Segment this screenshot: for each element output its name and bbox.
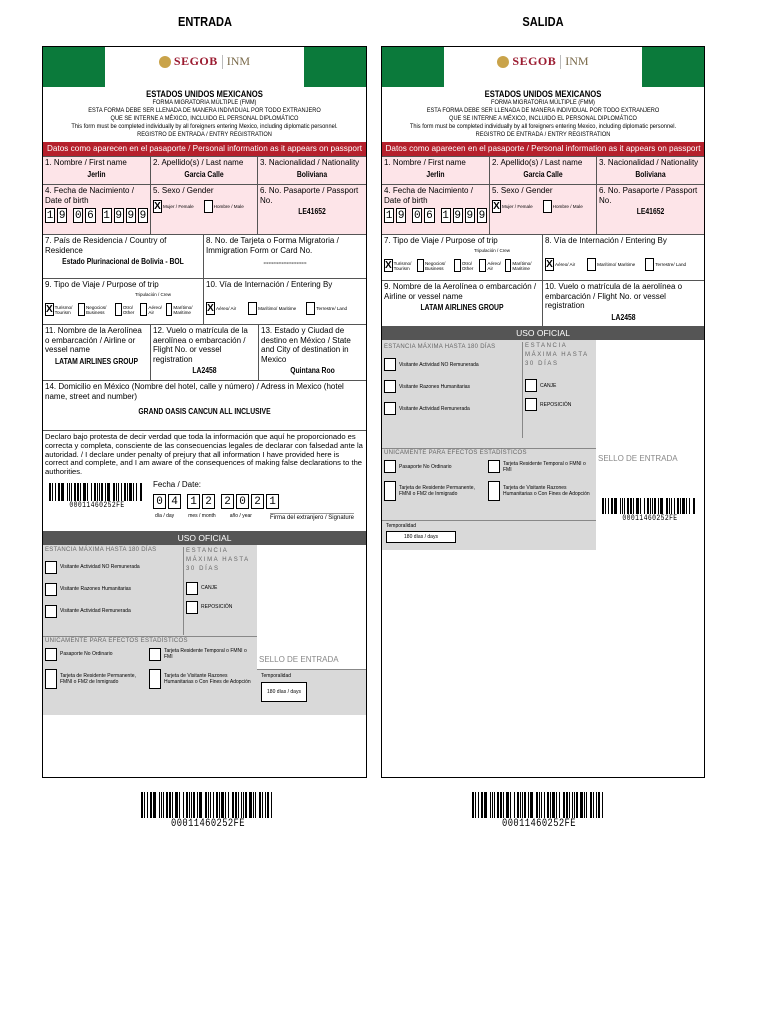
other-checkbox[interactable]	[454, 259, 461, 272]
entrada-title: ENTRADA	[177, 14, 233, 29]
passport-info-bar: Datos como aparecen en el pasaporte / Personal information as it appears on passport	[43, 142, 366, 156]
passport-field[interactable]: 6. No. Pasaporte / Passport No. LE41652	[260, 186, 359, 216]
temporality-block: Temporalidad 180 días / days	[257, 669, 367, 715]
header-line: This form must be completed individually by all foreigners entering Mexico, including diplomatic personnel.	[409, 123, 677, 130]
maritime-checkbox[interactable]	[587, 258, 596, 271]
folio-number: 00011460252FE	[171, 818, 245, 830]
air-checkbox[interactable]: X	[546, 258, 553, 270]
passport-info-bar: Datos como aparecen en el pasaporte / Personal information as it appears on passport	[382, 142, 704, 156]
folio-number: 00011460252FE	[502, 818, 576, 830]
signature-line[interactable]: Firma del extranjero / Signature	[269, 514, 354, 521]
header-line: This form must be completed individually by all foreigners entering Mexico, including diplomatic personnel.	[71, 123, 338, 130]
official-use-header: USO OFICIAL	[43, 531, 366, 545]
entering-by-field: 8. Vía de Internación / Entering By X Aéreo/ Air Marítimo/ Maritime Terrestre/ Land	[545, 236, 687, 270]
non-ordinary-passport-checkbox[interactable]	[45, 648, 57, 661]
residence-field[interactable]: 7. País de Residencia / Country of Residence Estado Plurinacional de Bolivia - BOL	[43, 235, 204, 278]
country-title: ESTADOS UNIDOS MEXICANOS	[484, 89, 602, 99]
maritime-checkbox[interactable]	[248, 302, 257, 315]
temporality-value: 180 días / days	[386, 531, 456, 543]
visit-paid-checkbox[interactable]	[384, 402, 396, 415]
stay-180-block: ESTANCIA MÁXIMA HASTA 180 DÍAS Visitante Actividad NO Remunerada Visitante Razones Humanitarias Visitante Actividad Remunerada	[384, 344, 520, 415]
female-checkbox[interactable]: X	[154, 200, 161, 212]
flight-field[interactable]: 12. Vuelo o matrícula de la aerolínea o embarcación / Flight No. or vessel registration LA2458	[151, 325, 259, 380]
temporality-block: Temporalidad 180 días / days	[382, 520, 596, 545]
dob-digits: 1 9 0 6 1 9 9 9	[46, 210, 147, 222]
temporary-resident-checkbox[interactable]	[149, 648, 161, 661]
dob-digits: 1 9 0 6 1 9 9 9	[385, 210, 486, 222]
first-name-field[interactable]: 1. Nombre / First name Jerlin	[382, 157, 490, 184]
stats-block: ÚNICAMENTE PARA EFECTOS ESTADÍSTICOS Pasaporte No Ordinario Tarjeta Residente Temporal o FMNI o FMI Tarjeta de Residente Permanente, FMNI o FM2 de Inmigrado Tarjeta de Visitante Razones Humanitarias o Con Fines de Adopción	[43, 636, 257, 690]
permanent-resident-checkbox[interactable]	[45, 669, 57, 689]
canje-checkbox[interactable]	[525, 379, 537, 392]
non-ordinary-passport-checkbox[interactable]	[384, 460, 396, 473]
last-name-field[interactable]: 2. Apellido(s) / Last name Garcia Calle	[490, 157, 597, 184]
date-signature-area	[43, 479, 366, 531]
year-label: año / year	[229, 512, 252, 519]
flight-field[interactable]: 10. Vuelo o matrícula de la aerolínea o embarcación / Flight No. or vessel registration LA2458	[545, 282, 683, 322]
last-name-field[interactable]: 2. Apellido(s) / Last name Garcia Calle	[151, 157, 258, 184]
land-checkbox[interactable]	[306, 302, 315, 315]
entry-stamp-label: SELLO DE ENTRADA	[259, 654, 339, 664]
trip-purpose-field: 7. Tipo de Viaje / Purpose of trip Tripulación / Crew X Turismo/ Tourism Negocios/ Business Otro/ Other Aéreo/ Air Marítimo/ Maritime	[382, 235, 543, 280]
visit-unpaid-checkbox[interactable]	[384, 358, 396, 371]
day-label: día / day	[155, 512, 175, 519]
dob-field[interactable]: 4. Fecha de Nacimiento / Date of birth 1 9 0 6 1 9 9 9	[43, 185, 151, 234]
temporality-value: 180 días / days	[261, 682, 307, 702]
passport-field[interactable]: 6. No. Pasaporte / Passport No. LE41652	[599, 186, 698, 216]
male-checkbox[interactable]	[204, 200, 213, 213]
card-number-field[interactable]: 8. No. de Tarjeta o Forma Migratoria / Immigration Form or Card No. **************************	[206, 236, 339, 268]
official-use-section	[43, 545, 366, 715]
date-label: Fecha / Date:	[153, 479, 202, 489]
inm-logo: INM	[226, 54, 251, 68]
declaration-text: Declaro bajo protesta de decir verdad que toda la información que aquí he proporcionado es correcta y completa, consciente de las consecuencias legales de declarar con falsedad ante la autoridad. / I declare under penalty of prejury that all information I have provided here is correct and complete, and I am aware of the consequences of making false declarations to the authorities.	[43, 430, 366, 479]
airline-field[interactable]: 11. Nombre de la Aerolínea o embarcación / Airline or vessel name LATAM AIRLINES GROUP	[43, 325, 151, 380]
crew-maritime-checkbox[interactable]	[505, 259, 512, 272]
tourism-checkbox[interactable]: X	[46, 304, 53, 315]
barcode-small: 00011460252FE	[49, 483, 145, 510]
gender-field[interactable]: 5. Sexo / Gender X Mujer / Female Hombre / Male	[490, 185, 597, 234]
crew-air-checkbox[interactable]	[479, 259, 486, 272]
logos	[43, 54, 366, 69]
nationality-field[interactable]: 3. Nacionalidad / Nationality Boliviana	[260, 158, 360, 179]
stay-180-block: ESTANCIA MÁXIMA HASTA 180 DÍAS Visitante Actividad NO Remunerada Visitante Razones Humanitarias Visitante Actividad Remunerada	[45, 547, 181, 618]
air-checkbox[interactable]: X	[207, 302, 214, 314]
header-line: FORMA MIGRATORIA MÚLTIPLE (FMM)	[491, 99, 595, 106]
official-use-section	[382, 340, 704, 550]
dob-field[interactable]: 4. Fecha de Nacimiento / Date of birth 1 9 0 6 1 9 9 9	[382, 185, 490, 234]
humanitarian-visitor-checkbox[interactable]	[488, 481, 500, 501]
header-line: REGISTRO DE ENTRADA / ENTRY REGISTRATION	[137, 131, 272, 138]
seal-icon	[159, 56, 171, 68]
other-checkbox[interactable]	[115, 303, 122, 316]
land-checkbox[interactable]	[645, 258, 654, 271]
stay-30-block: ESTANCIA MÁXIMA HASTA 30 DÍAS CANJE REPOSICIÓN	[522, 342, 596, 438]
airline-field[interactable]: 9. Nombre de la Aerolínea o embarcación / Airline or vessel name LATAM AIRLINES GROUP	[382, 281, 543, 326]
official-use-header: USO OFICIAL	[382, 326, 704, 340]
form-header	[382, 47, 704, 87]
visit-paid-checkbox[interactable]	[45, 605, 57, 618]
visit-humanitarian-checkbox[interactable]	[384, 380, 396, 393]
trip-purpose-field: 9. Tipo de Viaje / Purpose of trip Tripulación / Crew X Turismo/ Tourism Negocios/ Business Otro/ Other Aéreo/ Air Marítimo/ Maritime	[43, 279, 204, 324]
entry-stamp-label: SELLO DE ENTRADA	[598, 454, 678, 463]
gender-field[interactable]: 5. Sexo / Gender X Mujer / Female Hombre / Male	[151, 185, 258, 234]
logos	[382, 54, 704, 69]
tourism-checkbox[interactable]: X	[385, 260, 392, 271]
humanitarian-visitor-checkbox[interactable]	[149, 669, 161, 689]
address-field[interactable]: 14. Domicilio en México (Nombre del hotel, calle y número) / Adress in Mexico (hotel name, street and number) GRAND OASIS CANCUN ALL INCLUSIVE	[45, 382, 344, 416]
entrada-form	[42, 46, 367, 778]
salida-form	[381, 46, 705, 778]
country-title: ESTADOS UNIDOS MEXICANOS	[146, 89, 263, 99]
barcode-salida	[472, 792, 606, 830]
destination-field[interactable]: 13. Estado y Ciudad de destino en México / State and City of destination in Mexico Quintana Roo	[261, 326, 351, 375]
salida-title: SALIDA	[522, 14, 564, 29]
temporary-resident-checkbox[interactable]	[488, 460, 500, 473]
canje-checkbox[interactable]	[186, 582, 198, 595]
header-line: REGISTRO DE ENTRADA / ENTRY REGISTRATION	[475, 131, 611, 138]
reposicion-checkbox[interactable]	[525, 398, 537, 411]
header-line: QUE SE INTERNE A MÉXICO, INCLUIDO EL PERSONAL DIPLOMÁTICO	[110, 115, 299, 122]
reposicion-checkbox[interactable]	[186, 601, 198, 614]
visit-unpaid-checkbox[interactable]	[45, 561, 57, 574]
entering-by-field: 10. Vía de Internación / Entering By X Aéreo/ Air Marítimo/ Maritime Terrestre/ Land	[206, 280, 348, 314]
permanent-resident-checkbox[interactable]	[384, 481, 396, 501]
male-checkbox[interactable]	[543, 200, 552, 213]
barcode-small: 00011460252FE	[602, 498, 698, 523]
first-name-field[interactable]: 1. Nombre / First name Jerlin	[43, 157, 151, 184]
seal-icon	[497, 56, 509, 68]
visit-humanitarian-checkbox[interactable]	[45, 583, 57, 596]
header-line: ESTA FORMA DEBE SER LLENADA DE MANERA INDIVIDUAL POR TODO EXTRANJERO	[88, 107, 321, 114]
segob-logo: SEGOB	[173, 54, 218, 68]
barcode-entrada	[141, 792, 275, 830]
female-checkbox[interactable]: X	[493, 200, 500, 212]
month-label: mes / month	[188, 512, 216, 519]
stats-block: ÚNICAMENTE PARA EFECTOS ESTADÍSTICOS Pasaporte No Ordinario Tarjeta Residente Temporal o FMNI o FMI Tarjeta de Residente Permanente, FMNI o FM2 de Inmigrado Tarjeta de Visitante Razones Humanitarias o Con Fines de Adopción	[382, 448, 596, 502]
business-checkbox[interactable]	[417, 259, 424, 272]
segob-logo: SEGOB	[512, 54, 557, 68]
crew-air-checkbox[interactable]	[140, 303, 147, 316]
inm-logo: INM	[565, 54, 589, 68]
business-checkbox[interactable]	[78, 303, 85, 316]
stay-30-block: ESTANCIA MÁXIMA HASTA 30 DÍAS CANJE REPOSICIÓN	[183, 547, 257, 635]
form-header	[43, 47, 366, 87]
header-line: ESTA FORMA DEBE SER LLENADA DE MANERA INDIVIDUAL POR TODO EXTRANJERO	[426, 107, 660, 114]
nationality-field[interactable]: 3. Nacionalidad / Nationality Boliviana	[599, 158, 699, 179]
date-digits[interactable]: 0 4 1 2 2 0 2 1	[153, 494, 279, 509]
header-line: QUE SE INTERNE A MÉXICO, INCLUIDO EL PERSONAL DIPLOMÁTICO	[449, 115, 637, 122]
crew-maritime-checkbox[interactable]	[166, 303, 173, 316]
header-line: FORMA MIGRATORIA MÚLTIPLE (FMM)	[152, 99, 257, 106]
